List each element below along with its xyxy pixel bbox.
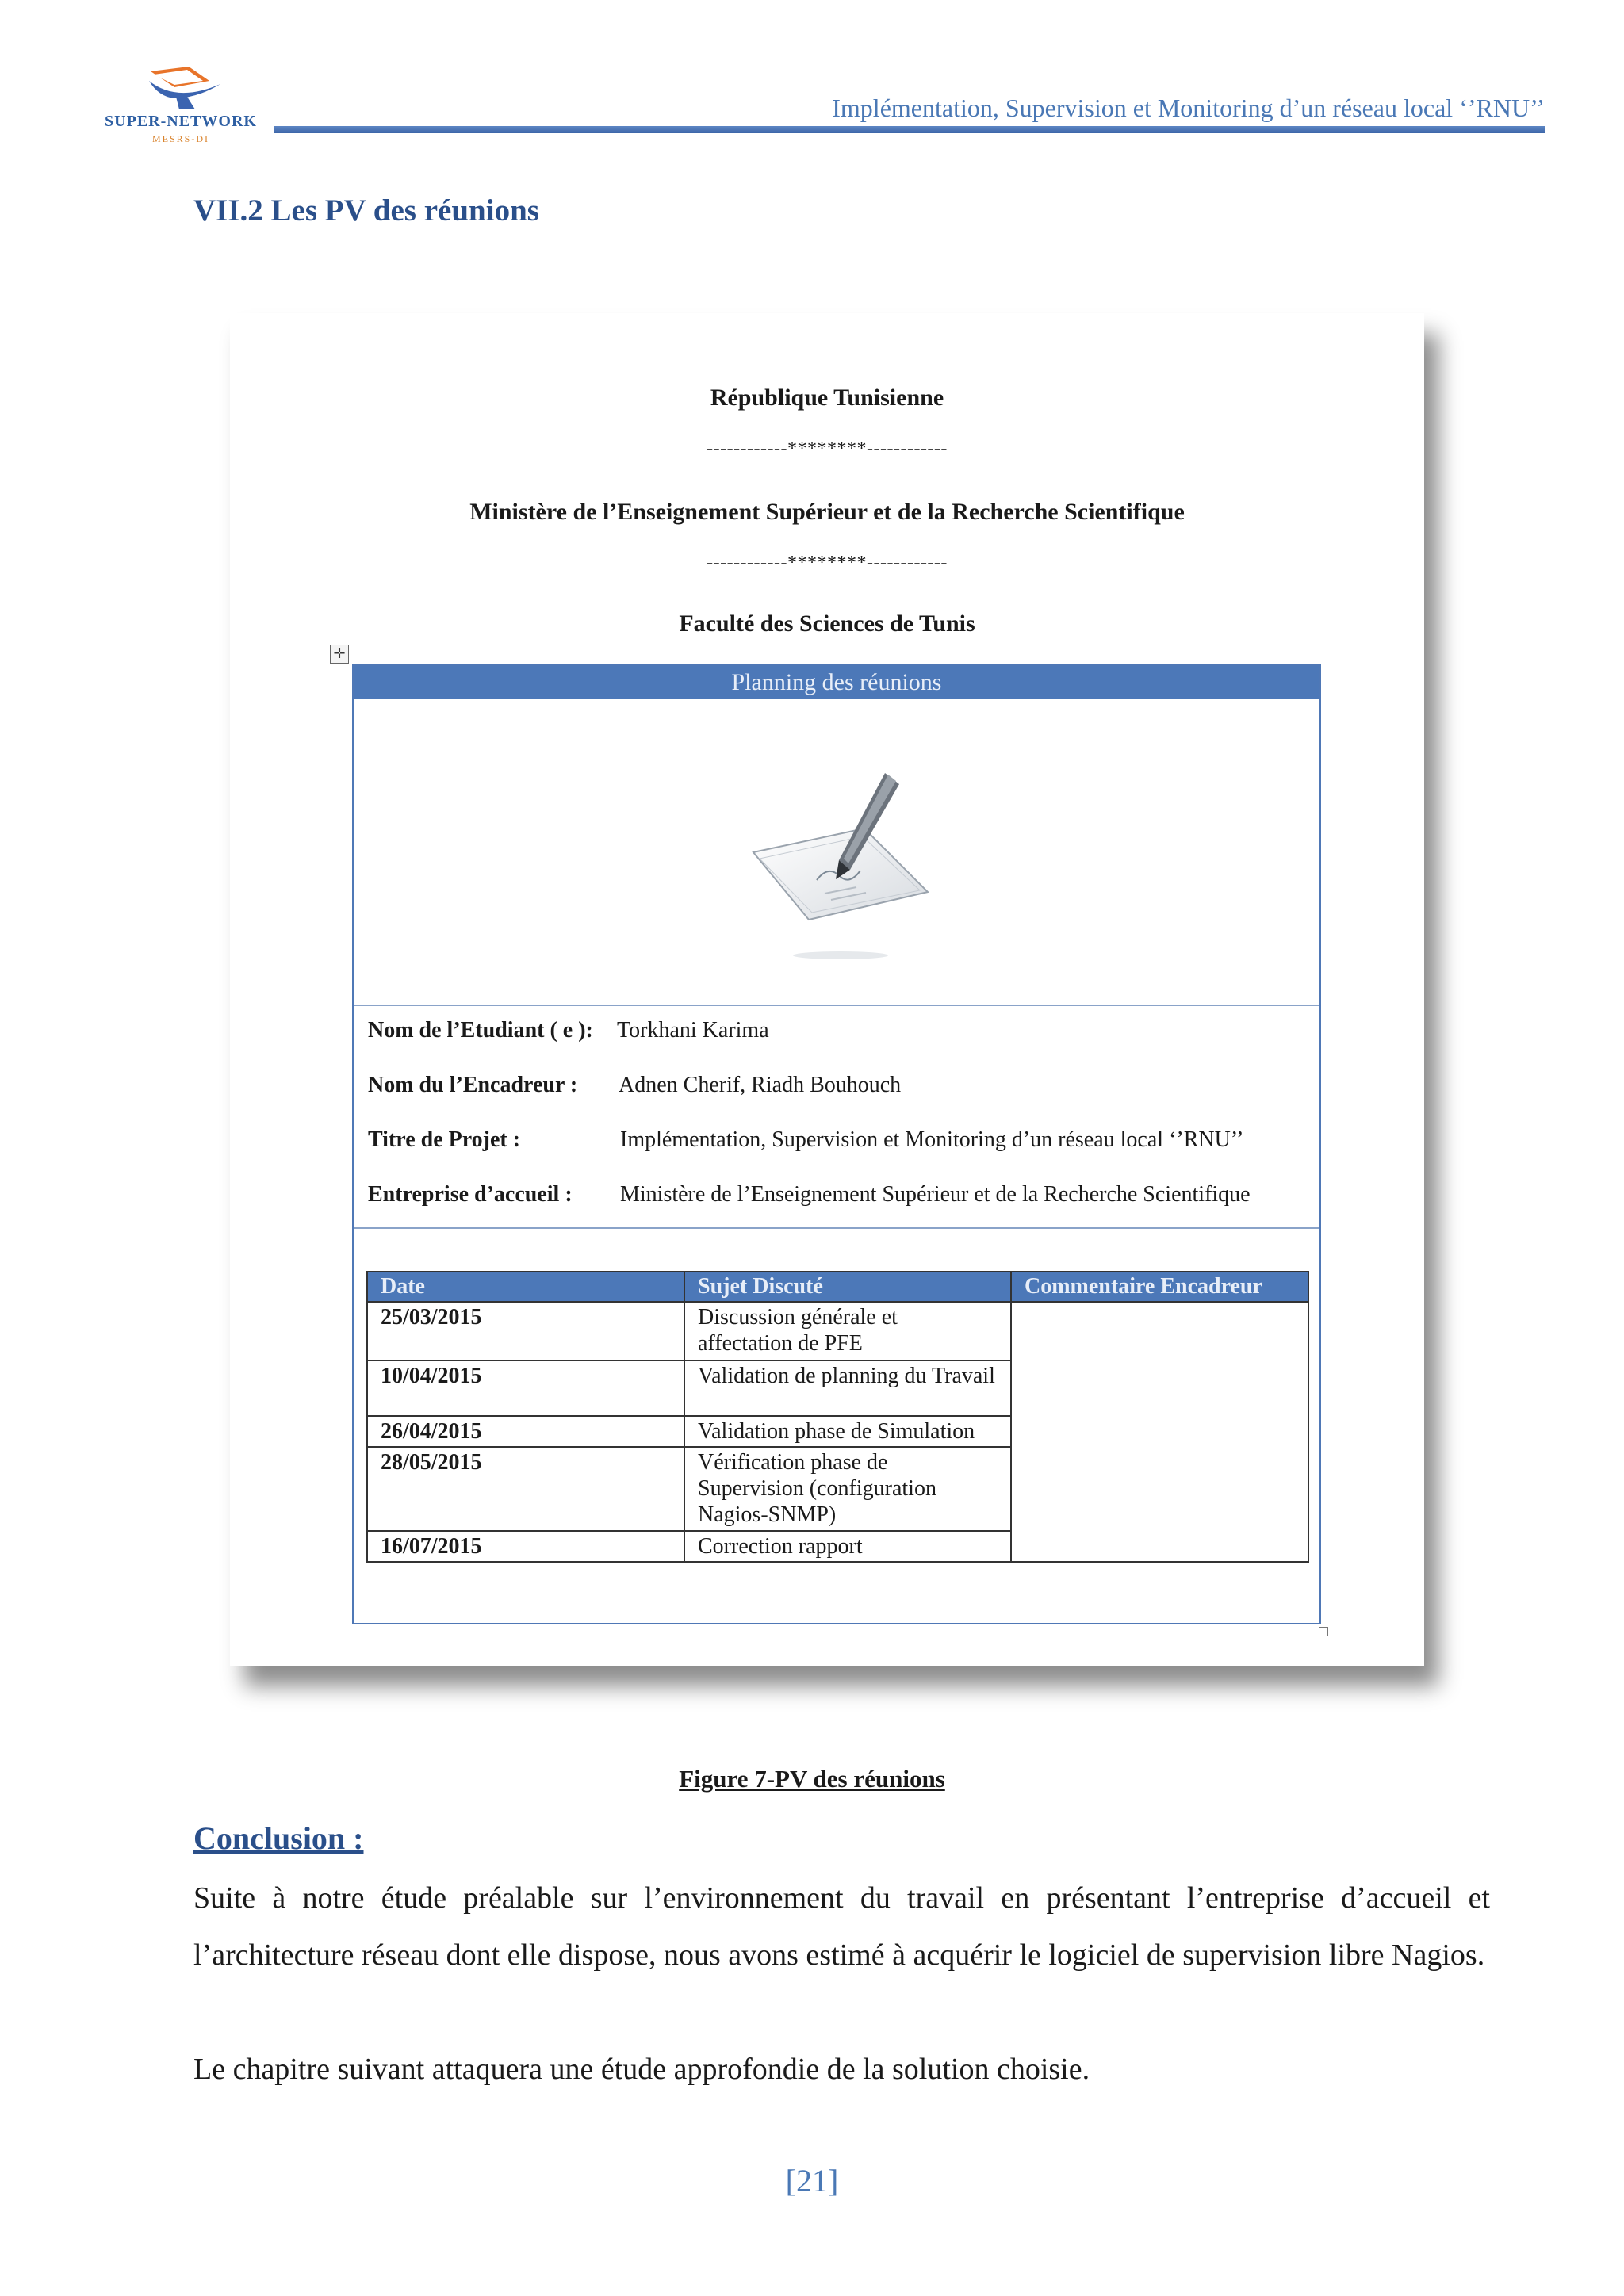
conclusion-paragraph: Suite à notre étude préalable sur l’environnement du travail en présentant l’entreprise d’accueil et l’architecture réseau dont elle dispose, nous avons estimé à acquérir le logiciel de supervision libre Nagios. bbox=[193, 1881, 1490, 1972]
separator-line: ------------********------------ bbox=[707, 553, 948, 573]
meeting-date: 26/04/2015 bbox=[367, 1416, 684, 1447]
planning-title: Planning des réunions bbox=[354, 666, 1320, 699]
table-resize-handle[interactable] bbox=[1319, 1627, 1328, 1636]
divider bbox=[354, 1004, 1320, 1006]
conclusion-paragraph: Le chapitre suivant attaquera une étude approfondie de la solution choisie. bbox=[193, 2053, 1090, 2086]
separator-line: ------------********------------ bbox=[707, 438, 948, 459]
meeting-subject: Correction rapport bbox=[684, 1531, 1011, 1562]
table-row bbox=[367, 1302, 1308, 1360]
planning-box bbox=[352, 664, 1321, 1624]
meeting-subject: Vérification phase de Supervision (configuration Nagios-SNMP) bbox=[684, 1447, 1011, 1531]
header-rule bbox=[274, 126, 1545, 133]
section-title: VII.2 Les PV des réunions bbox=[193, 193, 539, 228]
meeting-date: 25/03/2015 bbox=[367, 1302, 684, 1360]
faculty-heading: Faculté des Sciences de Tunis bbox=[679, 610, 975, 637]
meeting-date: 28/05/2015 bbox=[367, 1447, 684, 1531]
info-value: Adnen Cherif, Riadh Bouhouch bbox=[619, 1073, 902, 1097]
monitor-logo-icon bbox=[102, 63, 260, 113]
column-header-subject: Sujet Discuté bbox=[684, 1272, 1011, 1302]
column-header-comment: Commentaire Encadreur bbox=[1011, 1272, 1308, 1302]
info-label: Titre de Projet : bbox=[368, 1127, 521, 1152]
meeting-subject: Discussion générale et affectation de PFE bbox=[684, 1302, 1011, 1360]
table-move-handle-icon[interactable]: ✛ bbox=[330, 645, 349, 664]
info-label: Nom de l’Etudiant ( e ): bbox=[368, 1018, 593, 1043]
info-value: Torkhani Karima bbox=[617, 1018, 769, 1043]
super-network-logo bbox=[102, 63, 260, 151]
info-value: Ministère de l’Enseignement Supérieur et de la Recherche Scientifique bbox=[620, 1182, 1251, 1207]
document-running-title: Implémentation, Supervision et Monitoring d’un réseau local ‘’RNU’’ bbox=[832, 94, 1545, 122]
conclusion-title: Conclusion : bbox=[193, 1820, 364, 1856]
meeting-subject: Validation de planning du Travail bbox=[684, 1360, 1011, 1416]
info-value: Implémentation, Supervision et Monitoring d’un réseau local ‘’RNU’’ bbox=[620, 1127, 1244, 1152]
meeting-date: 16/07/2015 bbox=[367, 1531, 684, 1562]
meetings-table bbox=[366, 1271, 1309, 1563]
logo-subtext: MESRS-DI bbox=[151, 133, 209, 144]
meeting-date: 10/04/2015 bbox=[367, 1360, 684, 1416]
info-label: Nom du l’Encadreur : bbox=[368, 1073, 578, 1097]
republic-heading: République Tunisienne bbox=[710, 385, 944, 411]
column-header-date: Date bbox=[367, 1272, 684, 1302]
info-label: Entreprise d’accueil : bbox=[368, 1182, 573, 1207]
divider bbox=[354, 1227, 1320, 1229]
pv-figure bbox=[230, 313, 1424, 1666]
logo-text: SUPER-NETWORK bbox=[105, 113, 257, 130]
page-number: [21] bbox=[785, 2163, 839, 2198]
figure-caption: Figure 7-PV des réunions bbox=[679, 1765, 945, 1793]
signing-document-icon bbox=[745, 757, 936, 971]
meeting-subject: Validation phase de Simulation bbox=[684, 1416, 1011, 1447]
supervisor-comment-cell bbox=[1011, 1302, 1308, 1562]
table-header-row bbox=[367, 1272, 1308, 1302]
ministry-heading: Ministère de l’Enseignement Supérieur et de la Recherche Scientifique bbox=[469, 499, 1185, 525]
